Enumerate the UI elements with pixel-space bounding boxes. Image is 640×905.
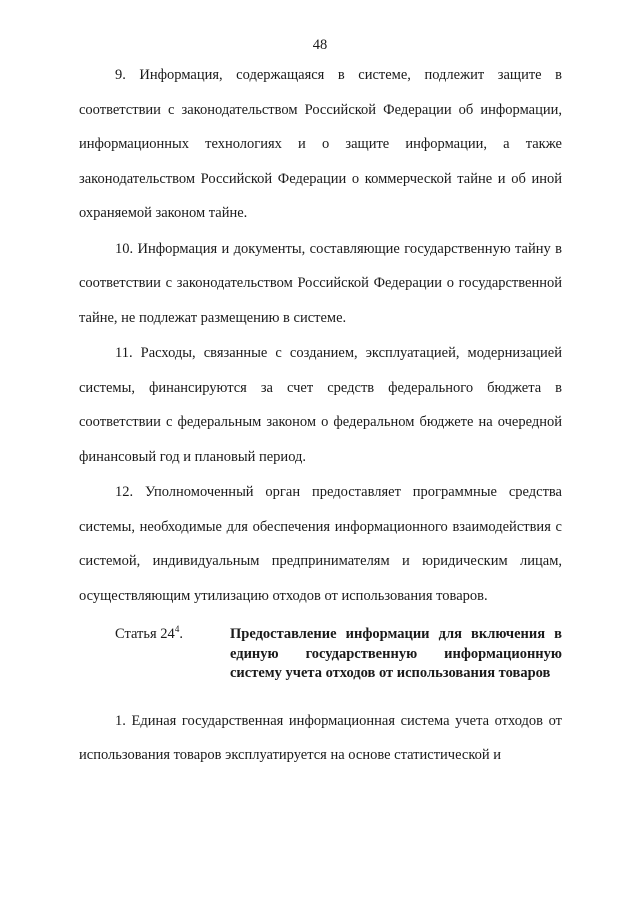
page-number: 48 [312, 37, 328, 53]
article-label-text: Статья 24 [115, 626, 175, 642]
article-label-suffix: . [179, 626, 183, 642]
document-body [79, 58, 562, 774]
article-number [79, 625, 230, 644]
article-heading [79, 625, 562, 684]
paragraph-12: 12. Уполномоченный орган предоставляет программные средства системы, необходимые для обеспечения информационного взаимодействия с системой, индивидуальным предпринимателям и юридическим лицам, осуществляющим утилизацию отходов от использования товаров. [79, 484, 562, 604]
article-superscript: 4 [174, 624, 180, 635]
paragraph-10: 10. Информация и документы, составляющие государственную тайну в соответствии с законодательством Российской Федерации о государственной тайне, не подлежат размещению в системе. [79, 240, 562, 326]
paragraph-article-1: 1. Единая государственная информационная система учета отходов от использования товаров эксплуатируется на основе статистической и [79, 712, 562, 763]
article-title: Предоставление информации для включения в единую государственную информационную систему учета отходов от использования товаров [230, 626, 562, 681]
paragraph-9: 9. Информация, содержащаяся в системе, подлежит защите в соответствии с законодательством Российской Федерации об информации, информационных технологиях и о защите информации, а также законодательством Российской Федерации о коммерческой тайне и об иной охраняемой законом тайне. [79, 67, 562, 221]
paragraph-11: 11. Расходы, связанные с созданием, эксплуатацией, модернизацией системы, финансируются за счет средств федерального бюджета в соответствии с федеральным законом о федеральном бюджете на очередной финансовый год и плановый период. [79, 345, 562, 465]
